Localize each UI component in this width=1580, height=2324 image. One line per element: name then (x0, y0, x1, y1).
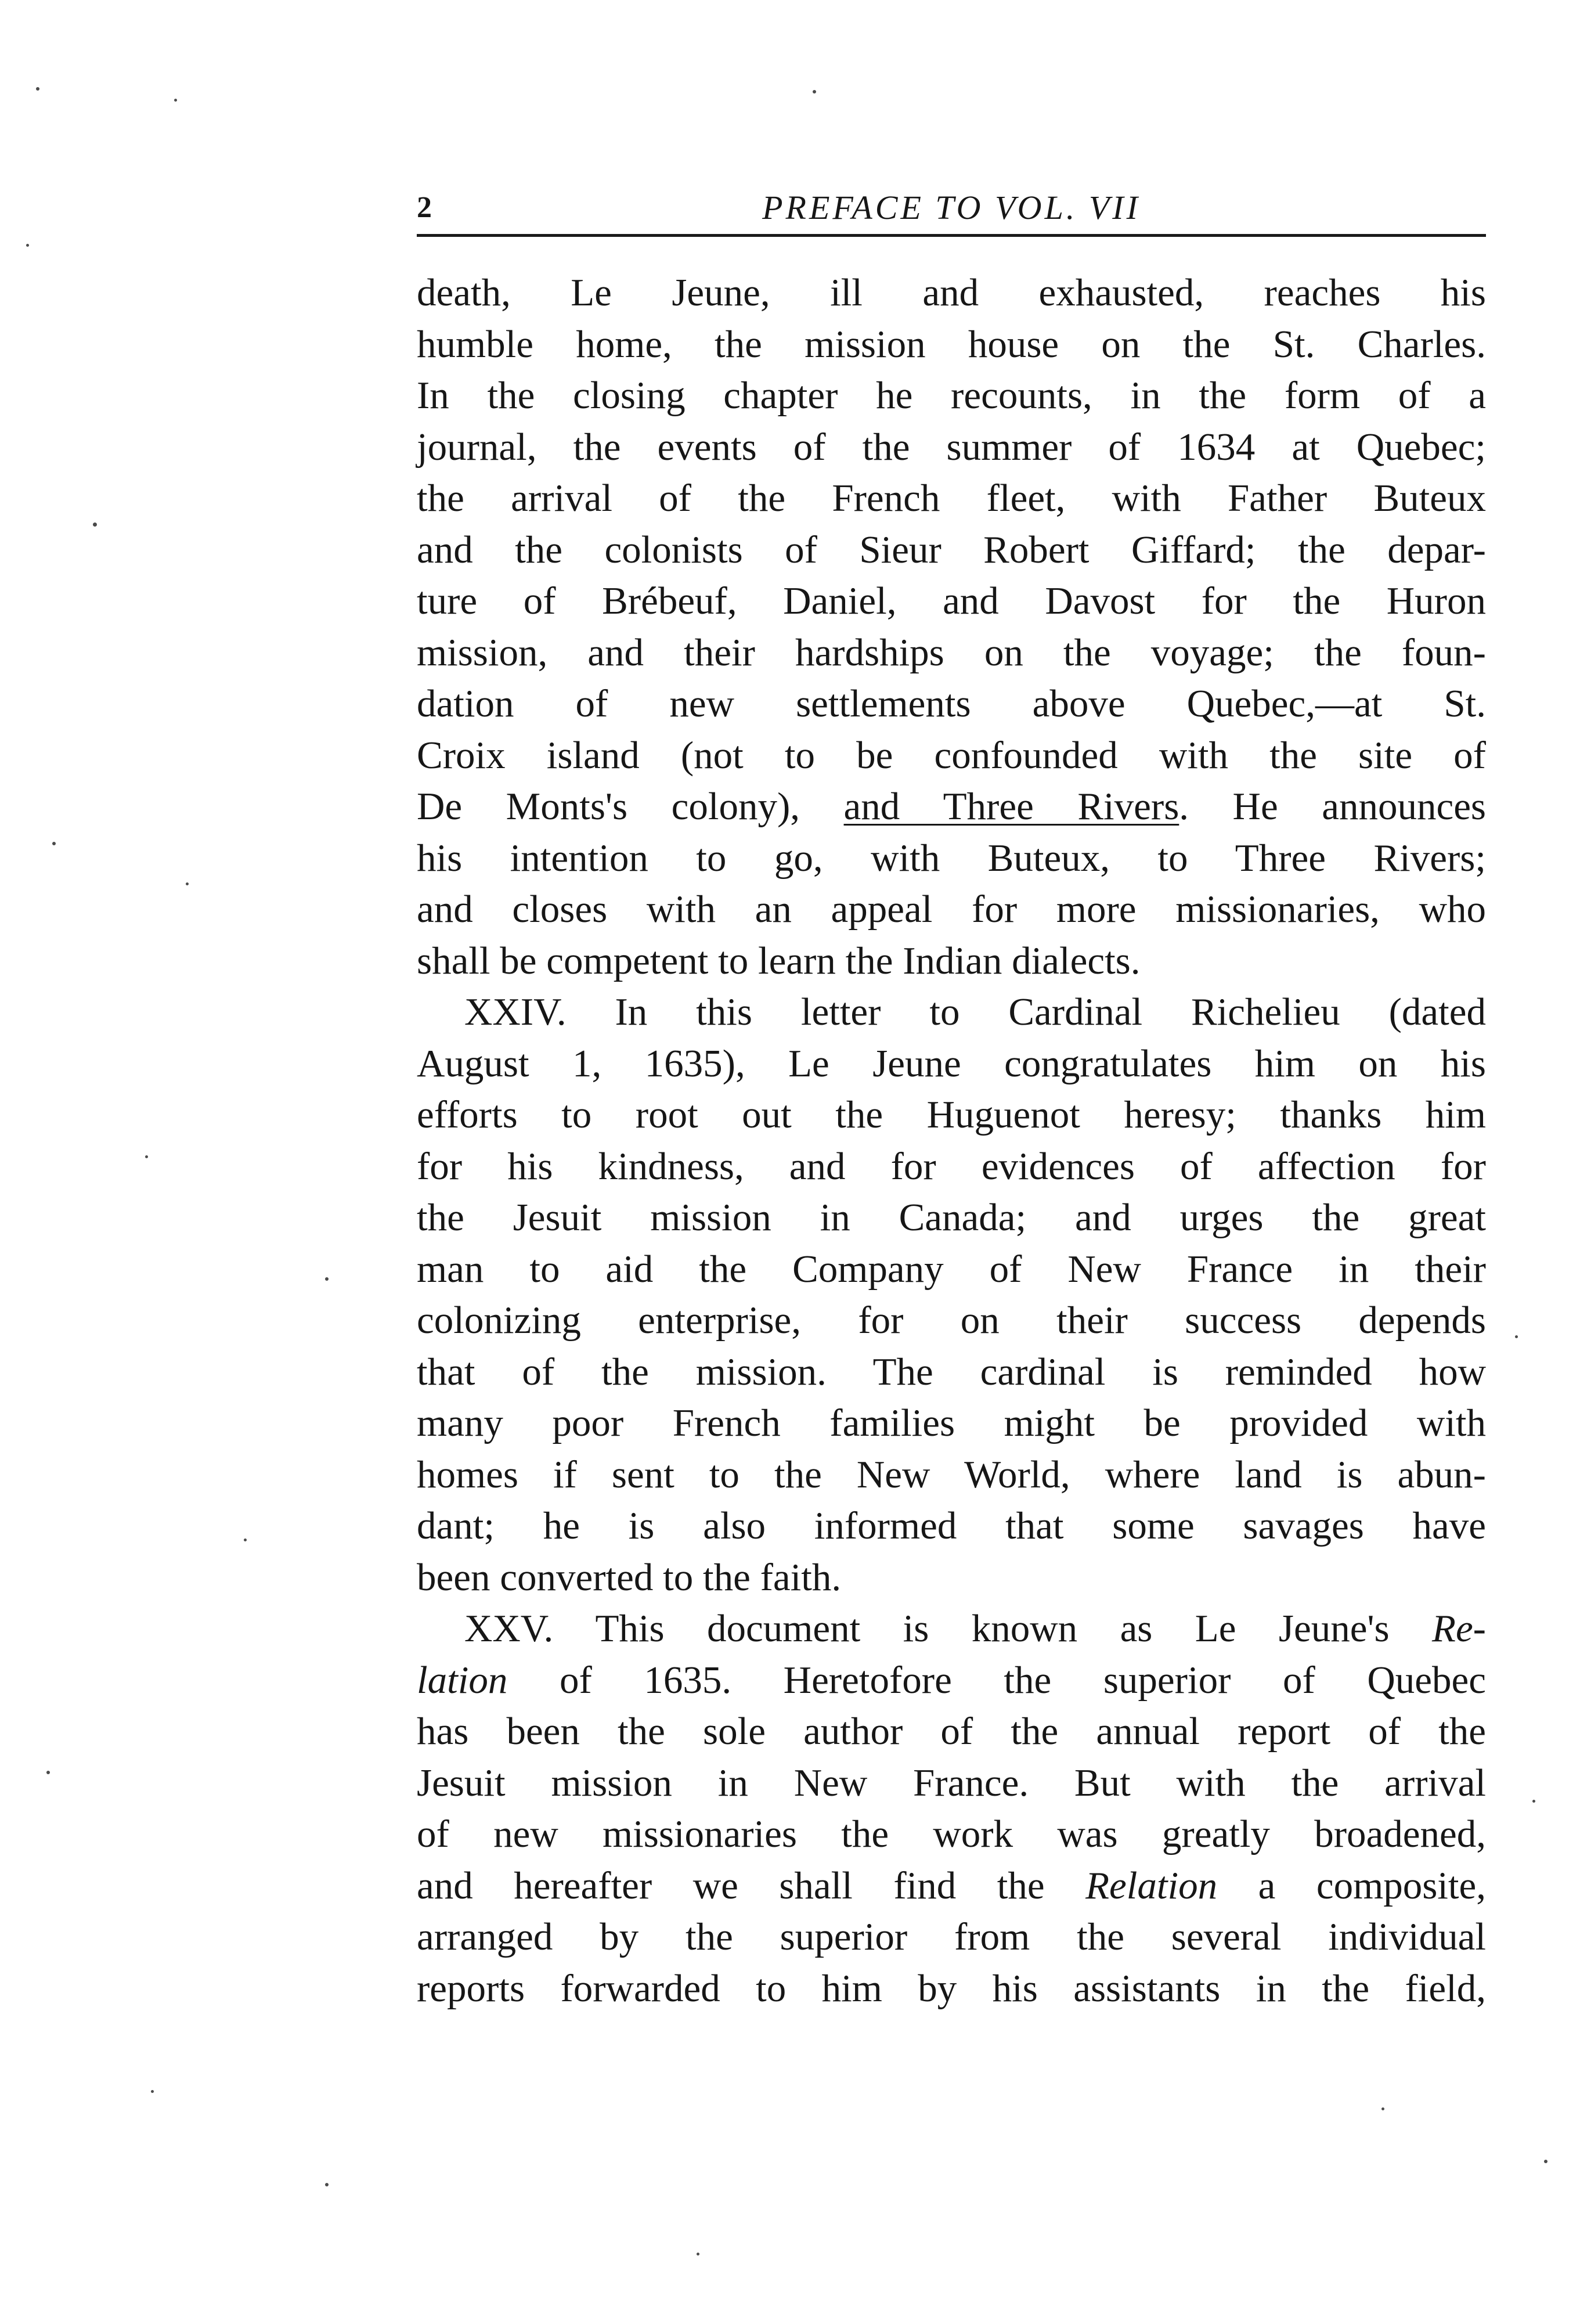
scan-speck (325, 1277, 329, 1281)
text-line: August 1, 1635), Le Jeune congratulates him on his (417, 1042, 1486, 1085)
scan-speck (93, 523, 97, 527)
text-line: for his kindness, and for evidences of affection for (417, 1144, 1486, 1188)
paragraph-xxv (417, 1603, 1486, 2014)
page-number: 2 (417, 191, 432, 224)
text-line: dation of new settlements above Quebec,—at St. (417, 682, 1486, 725)
text-line: the Jesuit mission in Canada; and urges the great (417, 1196, 1486, 1239)
scan-speck (1532, 1800, 1535, 1803)
text-run: . He announces (1179, 785, 1486, 828)
italic-text: lation (417, 1658, 508, 1702)
body-text (417, 267, 1486, 2014)
text-line: the arrival of the French fleet, with Father Buteux (417, 477, 1486, 520)
scan-speck (151, 2090, 154, 2093)
running-head (417, 185, 1486, 237)
text-run: and hereafter we shall find the (417, 1864, 1086, 1907)
scan-speck (244, 1538, 247, 1541)
text-line: colonizing enterprise, for on their success depends (417, 1299, 1486, 1342)
text-line: humble home, the mission house on the St. Charles. (417, 322, 1486, 366)
scan-speck (1544, 2160, 1547, 2163)
text-line: of new missionaries the work was greatly broadened, (417, 1813, 1486, 1855)
scan-speck (1515, 1335, 1518, 1338)
text-line: Croix island (not to be confounded with the site of (417, 733, 1486, 777)
text-line (417, 1860, 1486, 1912)
text-line (417, 1655, 1486, 1706)
scan-speck (1381, 2107, 1384, 2110)
underlined-text: and Three Rivers (843, 785, 1179, 828)
text-line: and the colonists of Sieur Robert Giffard; the depar- (417, 528, 1486, 571)
text-line: efforts to root out the Huguenot heresy; thanks him (417, 1093, 1486, 1136)
text-run: De Monts's colony), (417, 785, 844, 828)
text-line: that of the mission. The cardinal is reminded how (417, 1350, 1486, 1393)
scan-speck (813, 90, 816, 93)
scan-speck (46, 1771, 50, 1774)
italic-text: Re- (1432, 1607, 1486, 1650)
text-line: XXIV. In this letter to Cardinal Richelieu (dated (464, 990, 1486, 1033)
text-line: death, Le Jeune, ill and exhausted, reaches his (417, 271, 1486, 314)
scan-speck (186, 882, 189, 885)
paragraph-xxiv (417, 986, 1486, 1603)
scan-speck (26, 244, 29, 247)
text-line: arranged by the superior from the several individual (417, 1915, 1486, 1958)
scan-speck (52, 842, 56, 845)
text-line: has been the sole author of the annual report of the (417, 1710, 1486, 1753)
text-line: mission, and their hardships on the voyage; the foun- (417, 630, 1486, 674)
text-line (417, 781, 1486, 833)
text-line: shall be competent to learn the Indian dialects. (417, 939, 1141, 982)
text-line: reports forwarded to him by his assistants in the field, (417, 1966, 1486, 2010)
text-line: been converted to the faith. (417, 1555, 842, 1599)
text-line: many poor French families might be provided with (417, 1401, 1486, 1444)
text-run: a composite, (1217, 1864, 1486, 1907)
scan-speck (36, 87, 39, 91)
running-title: PREFACE TO VOL. VII (762, 189, 1141, 226)
text-line: ture of Brébeuf, Daniel, and Davost for the Huron (417, 579, 1486, 622)
text-run: XXV. This document is known as Le Jeune's (464, 1607, 1433, 1650)
text-line: In the closing chapter he recounts, in the form of a (417, 374, 1486, 417)
scan-speck (145, 1155, 148, 1158)
text-run: of 1635. Heretofore the superior of Quebec (507, 1658, 1486, 1702)
scan-speck (174, 99, 177, 102)
text-line: man to aid the Company of New France in their (417, 1247, 1486, 1291)
text-line (417, 1603, 1486, 1655)
text-line: his intention to go, with Buteux, to Three Rivers; (417, 836, 1486, 880)
scan-speck (697, 2253, 699, 2255)
paragraph-continuation (417, 267, 1486, 986)
text-line: and closes with an appeal for more missionaries, who (417, 888, 1486, 931)
text-line: journal, the events of the summer of 1634 at Quebec; (417, 425, 1486, 469)
italic-text: Relation (1085, 1864, 1218, 1907)
scan-speck (325, 2183, 329, 2186)
text-line: homes if sent to the New World, where land is abun- (417, 1453, 1486, 1496)
text-line: Jesuit mission in New France. But with the arrival (417, 1761, 1486, 1804)
text-line: dant; he is also informed that some savages have (417, 1504, 1486, 1547)
